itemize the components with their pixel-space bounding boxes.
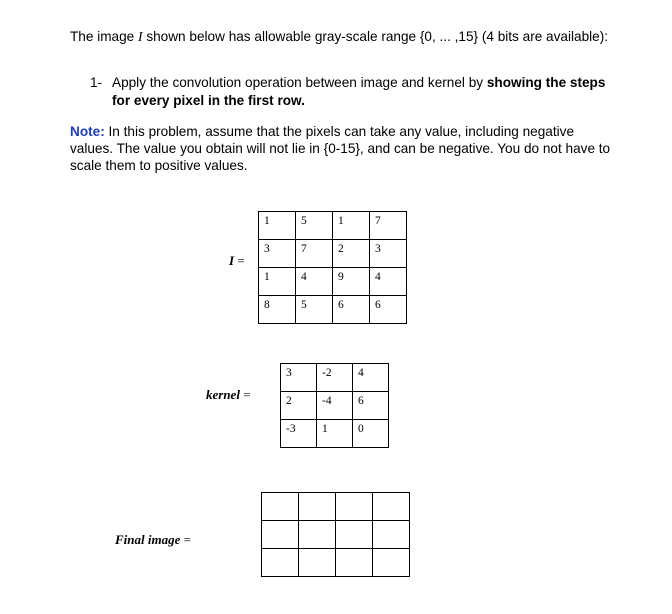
table-row xyxy=(262,493,410,521)
matrix-cell: 3 xyxy=(281,364,317,392)
task-text: Apply the convolution operation between image and kernel by xyxy=(112,75,487,90)
note-paragraph xyxy=(70,123,615,174)
image-matrix-table xyxy=(258,211,407,324)
answer-cell[interactable] xyxy=(262,549,299,577)
matrix-cell: 4 xyxy=(370,268,407,296)
task-bold-text: showing the steps for every pixel in the first row. xyxy=(112,75,606,108)
table-row xyxy=(281,392,389,420)
matrix-cell: 1 xyxy=(259,212,296,240)
matrix-cell: 6 xyxy=(370,296,407,324)
matrix-cell: 4 xyxy=(296,268,333,296)
matrix-cell: 7 xyxy=(296,240,333,268)
matrix-cell: 2 xyxy=(281,392,317,420)
table-row xyxy=(281,420,389,448)
note-label: Note: xyxy=(70,124,105,139)
answer-cell[interactable] xyxy=(262,493,299,521)
answer-cell[interactable] xyxy=(262,521,299,549)
matrix-cell: -4 xyxy=(317,392,353,420)
matrix-cell: 7 xyxy=(370,212,407,240)
table-row xyxy=(262,521,410,549)
matrix-cell: 3 xyxy=(370,240,407,268)
kernel-matrix-table xyxy=(280,363,389,448)
matrix-cell: -2 xyxy=(317,364,353,392)
intro-prefix: The image xyxy=(70,29,139,44)
table-row xyxy=(259,212,407,240)
task-number: 1- xyxy=(90,75,103,90)
matrix-cell: 8 xyxy=(259,296,296,324)
answer-cell[interactable] xyxy=(299,549,336,577)
matrix-cell: 2 xyxy=(333,240,370,268)
table-row xyxy=(262,549,410,577)
table-row xyxy=(259,240,407,268)
matrix-cell: 0 xyxy=(353,420,389,448)
intro-paragraph xyxy=(70,28,615,45)
table-row xyxy=(259,268,407,296)
image-symbol: I xyxy=(138,29,143,44)
matrix-cell: 1 xyxy=(259,268,296,296)
matrix-cell: 6 xyxy=(353,392,389,420)
answer-cell[interactable] xyxy=(336,549,373,577)
kernel-matrix-label: kernel = xyxy=(206,387,251,402)
answer-cell[interactable] xyxy=(373,493,410,521)
matrix-cell: 6 xyxy=(333,296,370,324)
final-image-table xyxy=(261,492,410,577)
matrix-cell: 5 xyxy=(296,212,333,240)
answer-cell[interactable] xyxy=(336,493,373,521)
matrix-cell: -3 xyxy=(281,420,317,448)
matrix-cell: 1 xyxy=(317,420,353,448)
answer-cell[interactable] xyxy=(336,521,373,549)
table-row xyxy=(259,296,407,324)
intro-suffix: shown below has allowable gray-scale range {0, ... ,15} (4 bits are available): xyxy=(142,29,609,44)
answer-cell[interactable] xyxy=(373,549,410,577)
answer-cell[interactable] xyxy=(299,521,336,549)
note-text: In this problem, assume that the pixels can take any value, including negative values. The value you obtain will not lie in {0-15}, and can be negative. You do not have to scale them to positive values. xyxy=(70,124,611,173)
matrix-cell: 5 xyxy=(296,296,333,324)
matrix-cell: 9 xyxy=(333,268,370,296)
answer-cell[interactable] xyxy=(373,521,410,549)
final-image-label: Final image = xyxy=(115,532,191,547)
matrix-cell: 3 xyxy=(259,240,296,268)
table-row xyxy=(281,364,389,392)
task-body xyxy=(112,74,612,110)
image-matrix-label: I = xyxy=(229,253,245,268)
matrix-cell: 4 xyxy=(353,364,389,392)
matrix-cell: 1 xyxy=(333,212,370,240)
answer-cell[interactable] xyxy=(299,493,336,521)
